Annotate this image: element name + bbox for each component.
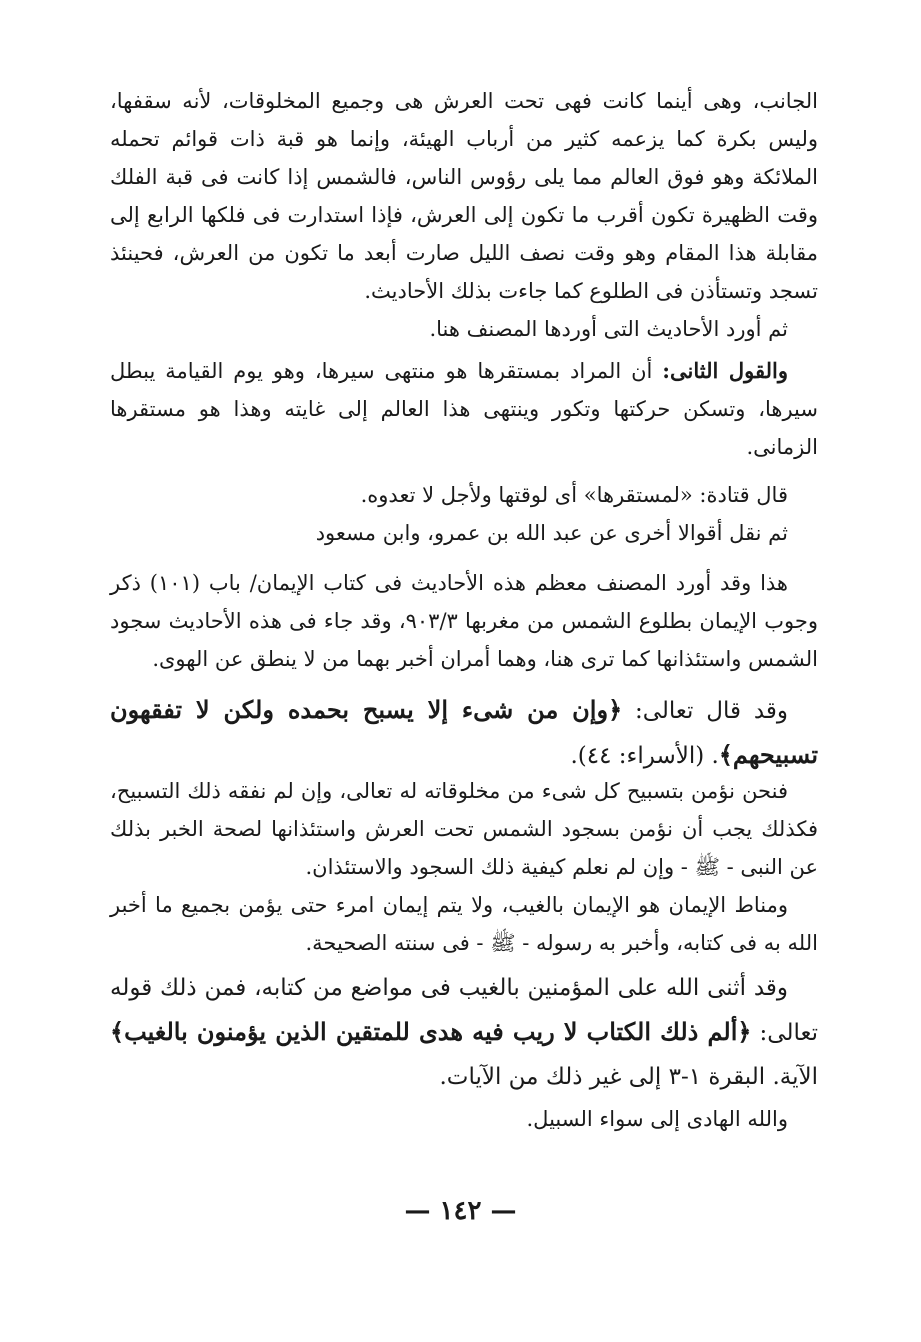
paragraph-3 — [110, 352, 818, 466]
body-text-tasbih — [110, 772, 818, 886]
paragraph-9: ومناط الإيمان هو الإيمان بالغيب، ولا يتم إيمان امرء حتى يؤمن بجميع ما أخبر الله به فى كتابه، وأخبر به رسوله - ﷺ - فى سنته الصحيحة. — [110, 893, 818, 955]
quran-verse-2: ﴿ألم ذلك الكتاب لا ريب فيه هدى للمتقين الذين يؤمنون بالغيب﴾ — [110, 1017, 752, 1046]
verse-2-intro: وقد أثنى الله على المؤمنين بالغيب فى مواضع من كتابه، فمن ذلك قوله تعالى: — [110, 975, 818, 1046]
body-text-top — [110, 82, 818, 348]
body-text-closing — [110, 1100, 818, 1138]
paragraph-5: ثم نقل أقوالا أخرى عن عبد الله بن عمرو، وابن مسعود — [315, 521, 788, 545]
body-text-author-note — [110, 564, 818, 678]
paragraph-6: هذا وقد أورد المصنف معظم هذه الأحاديث فى كتاب الإيمان/ باب (١٠١) ذكر وجوب الإيمان بطلوع الشمس من مغربها ٩٠٣/٣، وقد جاء فى هذه الأحاديث سجود الشمس واستئذانها كما ترى هنا، وهما أمران أخبر بهما من لا ينطق عن الهوى. — [110, 571, 818, 671]
body-text-verse-2 — [110, 966, 818, 1099]
body-text-verse-1 — [110, 688, 818, 778]
paragraph-11: والله الهادى إلى سواء السبيل. — [526, 1107, 788, 1131]
paragraph-8: فنحن نؤمن بتسبيح كل شىء من مخلوقاته له تعالى، وإن لم نفقه ذلك التسبيح، فكذلك يجب أن نؤمن بسجود الشمس تحت العرش واستئذانها لصحة الخبر بذلك عن النبى - ﷺ - وإن لم نعلم كيفية ذلك السجود والاستئذان. — [110, 779, 818, 879]
body-text-iman — [110, 886, 818, 962]
page-number: — ١٤٢ — — [404, 1196, 517, 1226]
verse-1-intro: وقد قال تعالى: — [622, 698, 788, 724]
paragraph-10 — [110, 966, 818, 1099]
second-view-heading: والقول الثانى: — [662, 358, 788, 383]
second-view-text: أن المراد بمستقرها هو منتهى سيرها، وهو يوم القيامة يبطل سيرها، وتسكن حركتها وتكور وينتهى هذا العالم إلى غايته وهذا هو مستقرها الزمانى. — [110, 359, 818, 459]
paragraph-4: قال قتادة: «لمستقرها» أى لوقتها ولأجل لا تعدوه. — [360, 483, 788, 507]
body-text-qatada — [110, 476, 818, 552]
quran-verse-1: ﴿وإن من شىء إلا يسبح بحمده ولكن لا تفقهون تسبيحهم﴾ — [110, 695, 818, 769]
paragraph-1: الجانب، وهى أينما كانت فهى تحت العرش هى وجميع المخلوقات، لأنه سقفها، وليس بكرة كما يزعمه كثير من أرباب الهيئة، وإنما هو قبة ذات قوائم تحمله الملائكة وهو فوق العالم مما يلى رؤوس الناس، فالشمس إذا كانت فى قبة الفلك وقت الظهيرة تكون أقرب ما تكون إلى العرش، فإذا استدارت فى فلكها الرابع إلى مقابلة هذا المقام وهو وقت نصف الليل صارت أبعد ما تكون من العرش، فحينئذ تسجد وتستأذن فى الطلوع كما جاءت بذلك الأحاديث. — [110, 89, 818, 303]
body-text-second-view — [110, 352, 818, 466]
paragraph-2: ثم أورد الأحاديث التى أوردها المصنف هنا. — [429, 317, 788, 341]
paragraph-7 — [110, 688, 818, 778]
verse-2-reference: الآية. البقرة ١-٣ إلى غير ذلك من الآيات. — [439, 1064, 818, 1090]
verse-1-reference: . (الأسراء: ٤٤). — [570, 743, 719, 769]
